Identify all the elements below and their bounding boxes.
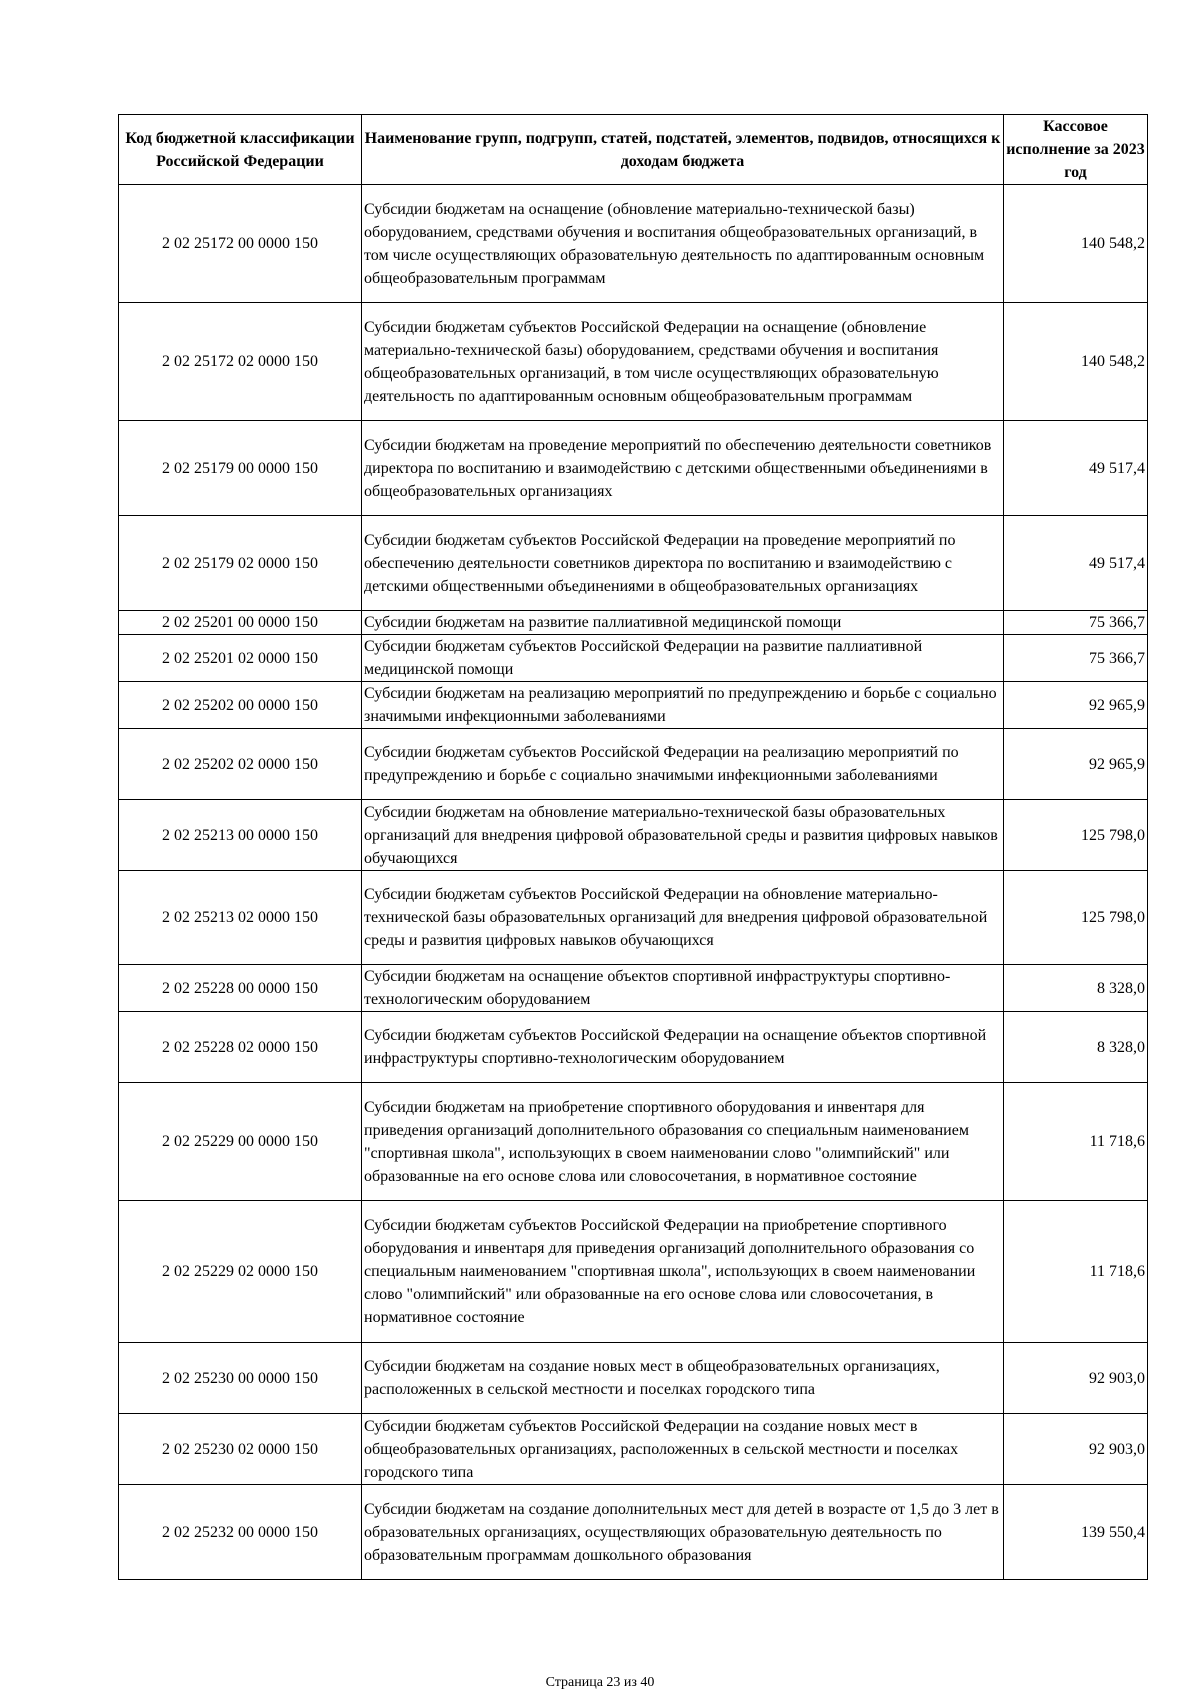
row-name: Субсидии бюджетам субъектов Российской Федерации на оснащение (обновление материально-технической базы) оборудованием, средствами обучения и воспитания общеобразовательных организаций, в том числе осуществляющих образовательную деятельность по адаптированным основным общеобразовательным программам bbox=[362, 303, 1004, 421]
page-number: Страница 23 из 40 bbox=[545, 1675, 655, 1690]
table-row bbox=[119, 635, 1148, 682]
row-amount: 75 366,7 bbox=[1004, 611, 1148, 635]
table-row bbox=[119, 1201, 1148, 1343]
revenue-table bbox=[118, 114, 1148, 1580]
row-name: Субсидии бюджетам субъектов Российской Федерации на создание новых мест в общеобразовательных организациях, расположенных в сельской местности и поселках городского типа bbox=[362, 1414, 1004, 1485]
row-code: 2 02 25179 00 0000 150 bbox=[119, 421, 362, 516]
table-row bbox=[119, 516, 1148, 611]
table-row bbox=[119, 1083, 1148, 1201]
row-amount: 125 798,0 bbox=[1004, 800, 1148, 871]
header-name: Наименование групп, подгрупп, статей, подстатей, элементов, подвидов, относящихся к доходам бюджета bbox=[362, 115, 1004, 185]
row-amount: 92 903,0 bbox=[1004, 1343, 1148, 1414]
row-amount: 139 550,4 bbox=[1004, 1485, 1148, 1580]
row-code: 2 02 25202 00 0000 150 bbox=[119, 682, 362, 729]
row-name: Субсидии бюджетам на создание новых мест в общеобразовательных организациях, расположенных в сельской местности и поселках городского типа bbox=[362, 1343, 1004, 1414]
table-row bbox=[119, 965, 1148, 1012]
row-amount: 11 718,6 bbox=[1004, 1201, 1148, 1343]
row-code: 2 02 25229 02 0000 150 bbox=[119, 1201, 362, 1343]
row-name: Субсидии бюджетам на реализацию мероприятий по предупреждению и борьбе с социально значимыми инфекционными заболеваниями bbox=[362, 682, 1004, 729]
table-header-row bbox=[119, 115, 1148, 185]
table-row bbox=[119, 611, 1148, 635]
row-amount: 92 965,9 bbox=[1004, 682, 1148, 729]
row-code: 2 02 25172 00 0000 150 bbox=[119, 185, 362, 303]
table-row bbox=[119, 1343, 1148, 1414]
table-row bbox=[119, 729, 1148, 800]
row-amount: 140 548,2 bbox=[1004, 185, 1148, 303]
row-amount: 8 328,0 bbox=[1004, 1012, 1148, 1083]
table-row bbox=[119, 800, 1148, 871]
table-row bbox=[119, 1414, 1148, 1485]
row-code: 2 02 25201 00 0000 150 bbox=[119, 611, 362, 635]
row-amount: 11 718,6 bbox=[1004, 1083, 1148, 1201]
row-amount: 125 798,0 bbox=[1004, 871, 1148, 965]
row-amount: 49 517,4 bbox=[1004, 421, 1148, 516]
row-name: Субсидии бюджетам на обновление материально-технической базы образовательных организаций для внедрения цифровой образовательной среды и развития цифровых навыков обучающихся bbox=[362, 800, 1004, 871]
table-row bbox=[119, 682, 1148, 729]
table-row bbox=[119, 1012, 1148, 1083]
row-name: Субсидии бюджетам на проведение мероприятий по обеспечению деятельности советников директора по воспитанию и взаимодействию с детскими общественными объединениями в общеобразовательных организациях bbox=[362, 421, 1004, 516]
row-name: Субсидии бюджетам на приобретение спортивного оборудования и инвентаря для приведения организаций дополнительного образования со специальным наименованием "спортивная школа", использующих в своем наименовании слово "олимпийский" или образованные на его основе слова или словосочетания, в нормативное состояние bbox=[362, 1083, 1004, 1201]
row-name: Субсидии бюджетам на создание дополнительных мест для детей в возрасте от 1,5 до 3 лет в образовательных организациях, осуществляющих образовательную деятельность по образовательным программам дошкольного образования bbox=[362, 1485, 1004, 1580]
row-name: Субсидии бюджетам на оснащение объектов спортивной инфраструктуры спортивно-технологическим оборудованием bbox=[362, 965, 1004, 1012]
row-amount: 92 903,0 bbox=[1004, 1414, 1148, 1485]
header-code: Код бюджетной классификации Российской Федерации bbox=[119, 115, 362, 185]
row-name: Субсидии бюджетам субъектов Российской Федерации на проведение мероприятий по обеспечению деятельности советников директора по воспитанию и взаимодействию с детскими общественными объединениями в общеобразовательных организациях bbox=[362, 516, 1004, 611]
row-code: 2 02 25202 02 0000 150 bbox=[119, 729, 362, 800]
table-row bbox=[119, 421, 1148, 516]
header-amount: Кассовое исполнение за 2023 год bbox=[1004, 115, 1148, 185]
table-row bbox=[119, 303, 1148, 421]
table-row bbox=[119, 185, 1148, 303]
table-row bbox=[119, 871, 1148, 965]
row-code: 2 02 25228 02 0000 150 bbox=[119, 1012, 362, 1083]
row-code: 2 02 25229 00 0000 150 bbox=[119, 1083, 362, 1201]
row-name: Субсидии бюджетам на оснащение (обновление материально-технической базы) оборудованием, средствами обучения и воспитания общеобразовательных организаций, в том числе осуществляющих образовательную деятельность по адаптированным основным общеобразовательным программам bbox=[362, 185, 1004, 303]
row-code: 2 02 25201 02 0000 150 bbox=[119, 635, 362, 682]
row-code: 2 02 25232 00 0000 150 bbox=[119, 1485, 362, 1580]
row-name: Субсидии бюджетам на развитие паллиативной медицинской помощи bbox=[362, 611, 1004, 635]
row-amount: 140 548,2 bbox=[1004, 303, 1148, 421]
row-amount: 92 965,9 bbox=[1004, 729, 1148, 800]
row-amount: 8 328,0 bbox=[1004, 965, 1148, 1012]
row-name: Субсидии бюджетам субъектов Российской Федерации на приобретение спортивного оборудования и инвентаря для приведения организаций дополнительного образования со специальным наименованием "спортивная школа", использующих в своем наименовании слово "олимпийский" или образованные на его основе слова или словосочетания, в нормативное состояние bbox=[362, 1201, 1004, 1343]
row-name: Субсидии бюджетам субъектов Российской Федерации на реализацию мероприятий по предупреждению и борьбе с социально значимыми инфекционными заболеваниями bbox=[362, 729, 1004, 800]
row-code: 2 02 25179 02 0000 150 bbox=[119, 516, 362, 611]
row-code: 2 02 25230 00 0000 150 bbox=[119, 1343, 362, 1414]
row-code: 2 02 25213 02 0000 150 bbox=[119, 871, 362, 965]
row-code: 2 02 25172 02 0000 150 bbox=[119, 303, 362, 421]
row-name: Субсидии бюджетам субъектов Российской Федерации на развитие паллиативной медицинской помощи bbox=[362, 635, 1004, 682]
row-code: 2 02 25230 02 0000 150 bbox=[119, 1414, 362, 1485]
row-name: Субсидии бюджетам субъектов Российской Федерации на обновление материально-технической базы образовательных организаций для внедрения цифровой образовательной среды и развития цифровых навыков обучающихся bbox=[362, 871, 1004, 965]
row-amount: 75 366,7 bbox=[1004, 635, 1148, 682]
row-code: 2 02 25228 00 0000 150 bbox=[119, 965, 362, 1012]
row-code: 2 02 25213 00 0000 150 bbox=[119, 800, 362, 871]
table-row bbox=[119, 1485, 1148, 1580]
row-amount: 49 517,4 bbox=[1004, 516, 1148, 611]
row-name: Субсидии бюджетам субъектов Российской Федерации на оснащение объектов спортивной инфраструктуры спортивно-технологическим оборудованием bbox=[362, 1012, 1004, 1083]
